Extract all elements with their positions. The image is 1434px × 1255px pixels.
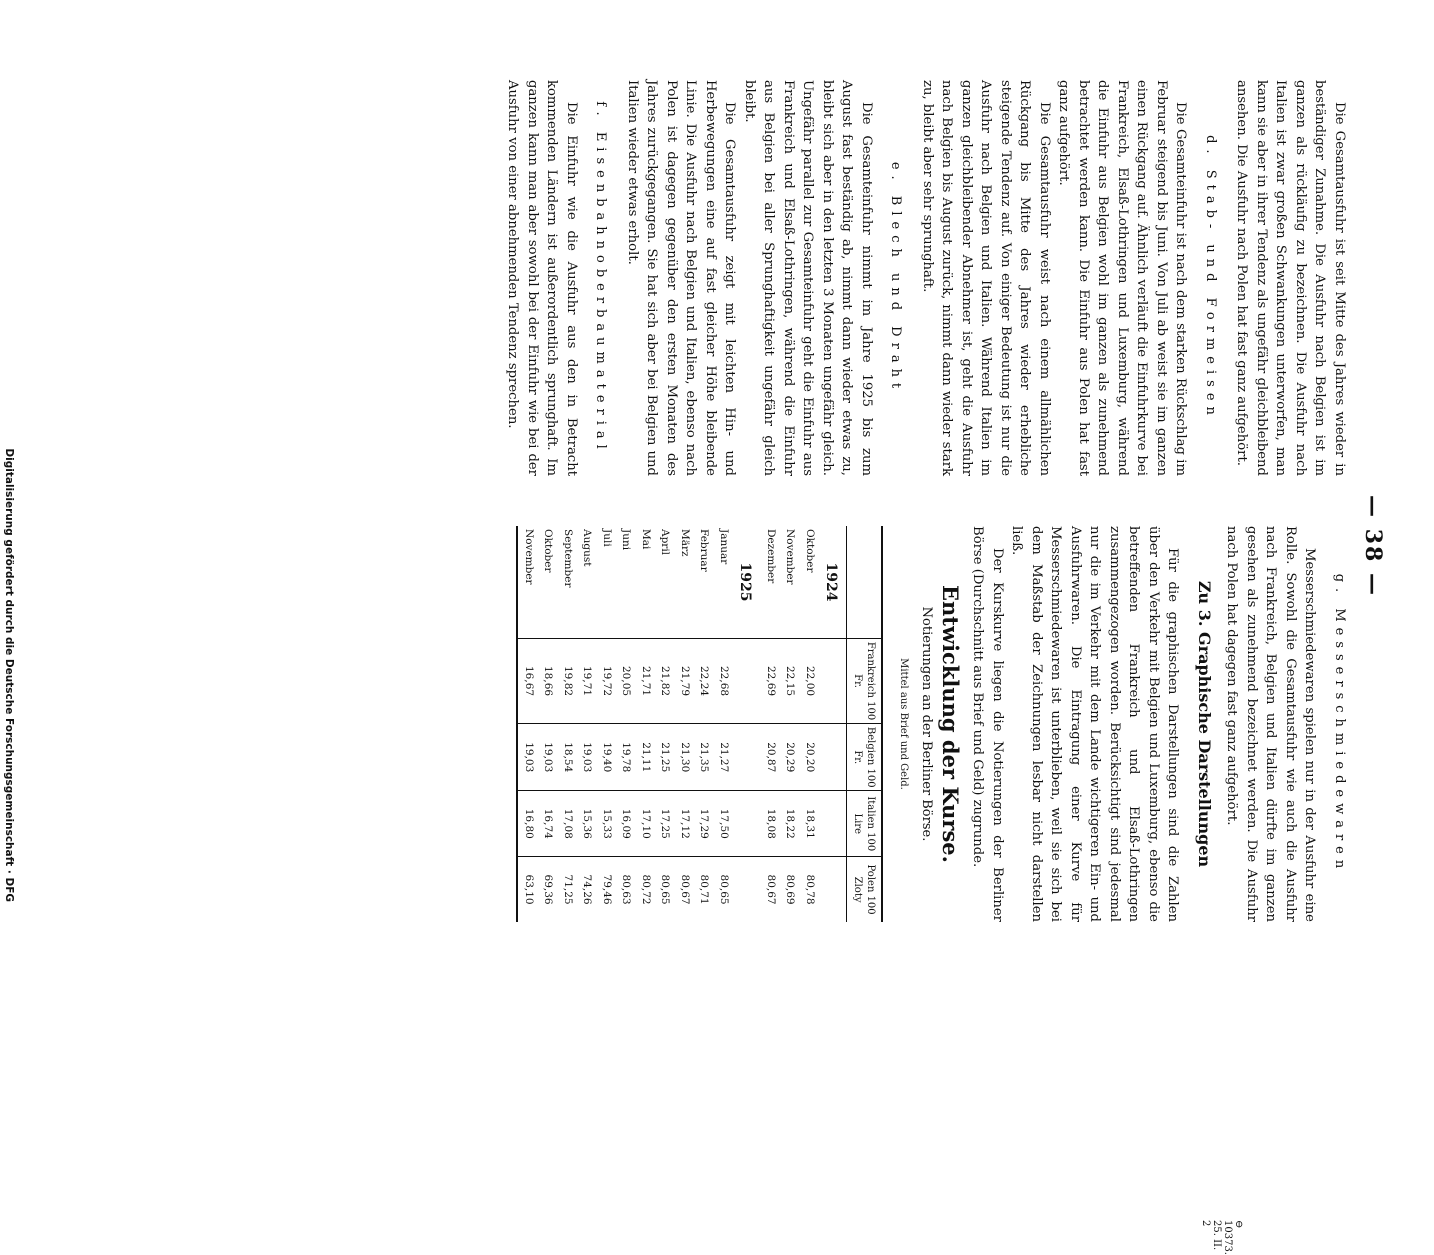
value-cell: 21,71: [636, 639, 656, 724]
value-cell: 80,69: [780, 857, 800, 922]
value-cell: 17,10: [636, 791, 656, 857]
header-cell: Belgien 100 Fr.: [847, 724, 883, 791]
month-cell: Oktober: [804, 529, 816, 573]
value-cell: 17,29: [694, 791, 714, 857]
value-cell: 19,40: [597, 724, 617, 791]
paragraph: Die Gesamtausfuhr ist seit Mitte des Jahres wieder in beständiger Zunahme. Die Ausfuhr nach Belgien ist im ganzen als rückläufig zu bezeichnen. Die Ausfuhr nach Italien ist zwar großen Schwankungen unterworfen, man kann sie aber in ihrer Tendenz als ungefähr gleichbleibend ansehen. Die Ausfuhr nach Polen hat fast ganz aufgehört.: [1234, 80, 1347, 476]
month-cell: Januar: [718, 529, 730, 565]
value-cell: 80,78: [800, 857, 820, 922]
value-cell: 19,03: [538, 724, 558, 791]
table-title: Entwicklung der Kurse.: [938, 585, 963, 863]
value-cell: 15,36: [577, 791, 597, 857]
value-cell: 19,72: [597, 639, 617, 724]
value-cell: 22,00: [800, 639, 820, 724]
heading-blech-draht: e. Blech und Draht: [888, 161, 904, 395]
paragraph: Die Gesamteinfuhr ist nach dem starken Rückschlag im Februar steigend bis Juni. Von Juli ab weist sie im ganzen einen Rückgang auf. Ähnlich verläuft die Einfuhrkurve bei Frankreich, Elsaß-Lothringen und Luxemburg, während die Einfuhr aus Belgien wohl im ganzen als zunehmend betrachtet werden kann. Die Einfuhr aus Polen hat fast ganz aufgehört.: [1056, 80, 1189, 476]
value-cell: 21,82: [655, 639, 675, 724]
paragraph: Der Kurskurve liegen die Notierungen der Berliner Börse (Durchschnitt aus Brief und Geld) zugrunde.: [970, 526, 1005, 922]
page-number: — 38 —: [1360, 495, 1386, 597]
value-cell: 22,24: [694, 639, 714, 724]
value-cell: 80,65: [655, 857, 675, 922]
value-cell: 71,25: [558, 857, 578, 922]
table-body: [518, 526, 848, 922]
table-subtitle: Notierungen an der Berliner Börse.: [919, 606, 935, 842]
right-column: [517, 526, 1350, 922]
value-cell: 16,80: [518, 791, 539, 857]
header-cell: Polen 100 Zloty: [847, 857, 883, 922]
month-cell: September: [562, 529, 574, 588]
year-label: 1925: [737, 562, 754, 602]
value-cell: 17,12: [675, 791, 695, 857]
header-cell: Italien 100 Lire: [847, 791, 883, 857]
value-cell: 19,03: [518, 724, 539, 791]
month-cell: November: [784, 529, 797, 585]
value-cell: 20,20: [800, 724, 820, 791]
table-row: [558, 526, 578, 922]
value-cell: 22,68: [714, 639, 734, 724]
value-cell: 79,46: [597, 857, 617, 922]
month-cell: Oktober: [542, 529, 555, 573]
value-cell: 80,67: [761, 857, 781, 922]
value-cell: 17,25: [655, 791, 675, 857]
value-cell: 18,08: [761, 791, 781, 857]
month-cell: November: [518, 526, 539, 639]
value-cell: 19,82: [558, 639, 578, 724]
value-cell: 19,71: [577, 639, 597, 724]
table-row: [597, 526, 617, 922]
month-cell: März: [679, 529, 691, 557]
paragraph: Messerschmiedewaren spielen nur in der Ausfuhr eine Rolle. Sowohl die Gesamtausfuhr wie auch die Ausfuhr nach Frankreich, Belgien und Italien dürfte im ganzen gesehen als zunehmend bezeichnet werden. Die Ausfuhr nach Polen hat dagegen fast ganz aufgehört.: [1224, 526, 1318, 922]
value-cell: 18,66: [538, 639, 558, 724]
value-cell: 16,74: [538, 791, 558, 857]
value-cell: 19,78: [616, 724, 636, 791]
value-cell: 18,31: [800, 791, 820, 857]
value-cell: 20,05: [616, 639, 636, 724]
table-row: [780, 526, 800, 922]
table-row: [538, 526, 558, 922]
header-cell: Frankreich 100 Fr.: [847, 639, 883, 724]
month-cell: Mai: [640, 529, 652, 550]
year-row: [819, 526, 847, 922]
value-cell: 21,79: [675, 639, 695, 724]
paragraph: Die Einfuhr wie die Ausfuhr aus den in Betracht kommenden Ländern ist außerordentlich sprunghaft. Im ganzen kann man aber sowohl bei der Einfuhr wie bei der Ausfuhr von einer abnehmenden Tendenz sprechen.: [505, 80, 579, 476]
value-cell: 63,10: [518, 857, 539, 922]
value-cell: 18,22: [780, 791, 800, 857]
exchange-rate-table: [517, 526, 884, 922]
value-cell: 17,08: [558, 791, 578, 857]
year-label: 1924: [823, 562, 840, 602]
heading-graphische-darstellungen: Zu 3. Graphische Darstellungen: [1195, 580, 1214, 868]
value-cell: 80,65: [714, 857, 734, 922]
month-cell: Juni: [620, 529, 633, 551]
value-cell: 18,54: [558, 724, 578, 791]
digitization-note-text: Digitalisierung gefördert durch die Deutsche Forschungsgemeinschaft · DFG: [3, 448, 15, 902]
paragraph: Die Gesamtausfuhr zeigt mit leichten Hin- und Herbewegungen eine auf fast gleicher Höhe bleibende Linie. Die Ausfuhr nach Belgien und Italien, ebenso nach Polen ist dagegen gegenüber den ersten Monaten des Jahres zurückgegangen. Sie hat sich aber bei Belgien und Italien wieder etwas erholt.: [625, 80, 738, 476]
value-cell: 80,71: [694, 857, 714, 922]
paragraph: Die Gesamtausfuhr weist nach einem allmählichen Rückgang bis Mitte des Jahres wieder erhebliche steigende Tendenz auf. Von einiger Bedeutung ist nur die Ausfuhr nach Belgien und Italien. Während Italien im ganzen gleichbleibender Abnehmer ist, geht die Ausfuhr nach Belgien bis August zurück, nimmt dann wieder stark zu, bleibt aber sehr sprunghaft.: [920, 80, 1052, 476]
heading-stab-formeisen: d. Stab- und Formeisen: [1203, 135, 1218, 421]
month-cell: April: [659, 529, 672, 556]
table-row: [761, 526, 781, 922]
print-code: ⊖ 10373. 25. II. 2: [1200, 1220, 1244, 1255]
value-cell: 80,63: [616, 857, 636, 922]
value-cell: 17,50: [714, 791, 734, 857]
value-cell: 69,36: [538, 857, 558, 922]
table-row: [675, 526, 695, 922]
value-cell: 80,67: [675, 857, 695, 922]
table-row: [636, 526, 656, 922]
month-cell: August: [581, 529, 594, 567]
table-row: [655, 526, 675, 922]
value-cell: 22,15: [780, 639, 800, 724]
header-cell: [847, 526, 883, 639]
value-cell: 19,03: [577, 724, 597, 791]
table-row: [694, 526, 714, 922]
table-row: [518, 526, 539, 922]
value-cell: 16,09: [616, 791, 636, 857]
value-cell: 21,11: [636, 724, 656, 791]
month-cell: Februar: [698, 529, 711, 572]
paragraph: Für die graphischen Darstellungen sind die Zahlen über den Verkehr mit Belgien und Luxemburg, ebenso die betreffenden Frankreich und Elsaß-Lothringen zusammengezogen worden. Berücksichtigt sind jedesmal nur die im Verkehr mit dem Lande wichtigeren Ein- und Ausfuhrwaren. Die Eintragung einer Kurve für Messerschmiedewaren ist unterblieben, weil sie sich bei dem Maßstab der Zeichnungen lesbar nicht darstellen ließ.: [1009, 526, 1181, 922]
value-cell: 74,26: [577, 857, 597, 922]
value-cell: 20,29: [780, 724, 800, 791]
table-row: [616, 526, 636, 922]
table-header-row: [847, 526, 883, 922]
table-note: Mittel aus Brief und Geld.: [898, 658, 909, 790]
heading-messerschmiedewaren: g. Messerschmiedewaren: [1332, 573, 1347, 875]
value-cell: 21,30: [675, 724, 695, 791]
table-row: [577, 526, 597, 922]
year-row: [733, 526, 761, 922]
value-cell: 16,67: [518, 639, 539, 724]
left-column: [503, 80, 1349, 476]
table-row: [800, 526, 820, 922]
value-cell: 21,25: [655, 724, 675, 791]
value-cell: 15,33: [597, 791, 617, 857]
month-cell: Dezember: [765, 529, 777, 584]
paragraph: Die Gesamteinfuhr nimmt im Jahre 1925 bis zum August fast beständig ab, nimmt dann wieder etwas zu, bleibt sich aber in den letzten 3 Monaten ungefähr gleich. Ungefähr parallel zur Gesamteinfuhr geht die Einfuhr aus Frankreich und Elsaß-Lothringen, während die Einfuhr aus Belgien bei aller Sprunghaftigkeit ungefähr gleich bleibt.: [742, 80, 874, 476]
value-cell: 21,27: [714, 724, 734, 791]
value-cell: 20,87: [761, 724, 781, 791]
value-cell: 21,35: [694, 724, 714, 791]
table-row: [714, 526, 734, 922]
month-cell: Juli: [601, 529, 613, 547]
value-cell: 22,69: [761, 639, 781, 724]
heading-eisenbahnoberbaumaterial: f. Eisenbahnoberbaumaterial: [593, 101, 609, 455]
value-cell: 80,72: [636, 857, 656, 922]
